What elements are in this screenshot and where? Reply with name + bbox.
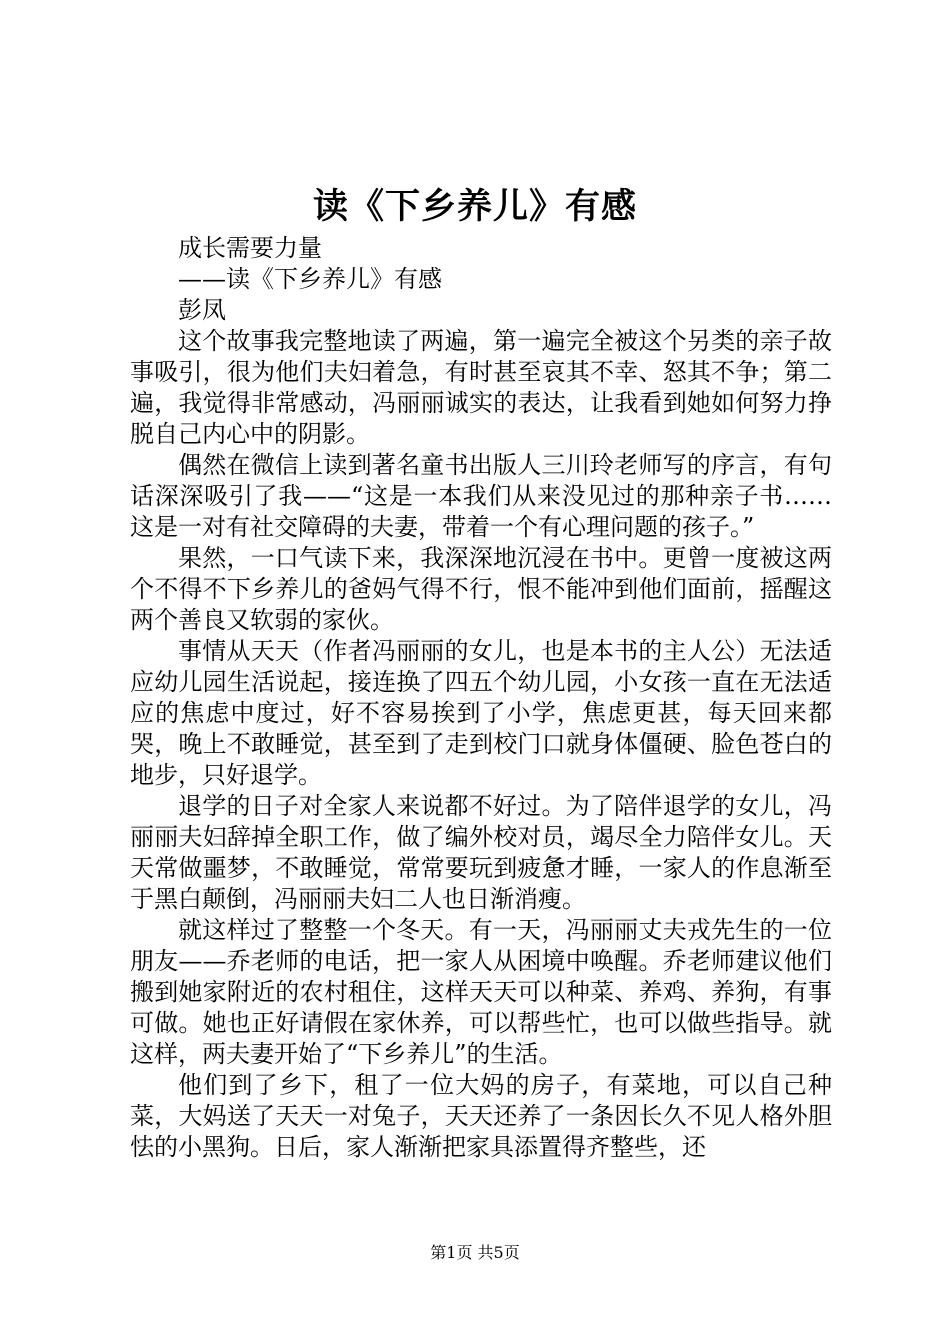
page-number-footer: 第1页 共5页 xyxy=(430,1243,520,1262)
paragraph: 他们到了乡下，租了一位大妈的房子，有菜地，可以自己种菜，大妈送了天天一对兔子，天天还养了一条因长久不见人格外胆怯的小黑狗。日后，家人渐渐把家具添置得齐整些，还 xyxy=(130,1071,832,1161)
paragraph: 事情从天天（作者冯丽丽的女儿，也是本书的主人公）无法适应幼儿园生活说起，接连换了四五个幼儿园，小女孩一直在无法适应的焦虑中度过，好不容易挨到了小学，焦虑更甚，每天回来都哭，晚上不敢睡觉，甚至到了走到校门口就身体僵硬、脸色苍白的地步，只好退学。 xyxy=(130,637,832,789)
subtitle: 成长需要力量 xyxy=(178,234,322,262)
document-title: 读《下乡养儿》有感 xyxy=(312,186,637,227)
paragraph: 偶然在微信上读到著名童书出版人三川玲老师写的序言，有句话深深吸引了我——“这是一本我们从来没见过的那种亲子书……这是一对有社交障碍的夫妻，带着一个有心理问题的孩子。” xyxy=(130,451,832,541)
paragraph: 就这样过了整整一个冬天。有一天，冯丽丽丈夫戎先生的一位朋友——乔老师的电话，把一家人从困境中唤醒。乔老师建议他们搬到她家附近的农村租住，这样天天可以种菜、养鸡、养狗，有事可做。她也正好请假在家休养，可以帮些忙，也可以做些指导。就这样，两夫妻开始了“下乡养儿”的生活。 xyxy=(130,916,832,1068)
paragraph: 果然，一口气读下来，我深深地沉浸在书中。更曾一度被这两个不得不下乡养儿的爸妈气得不行，恨不能冲到他们面前，摇醒这两个善良又软弱的家伙。 xyxy=(130,544,832,634)
author-name: 彭凤 xyxy=(178,296,226,324)
paragraph: 这个故事我完整地读了两遍，第一遍完全被这个另类的亲子故事吸引，很为他们夫妇着急，有时甚至哀其不幸、怒其不争；第二遍，我觉得非常感动，冯丽丽诚实的表达，让我看到她如何努力挣脱自己内心中的阴影。 xyxy=(130,327,832,448)
subtitle-secondary: ——读《下乡养儿》有感 xyxy=(178,265,442,293)
paragraph: 退学的日子对全家人来说都不好过。为了陪伴退学的女儿，冯丽丽夫妇辞掉全职工作，做了编外校对员，竭尽全力陪伴女儿。天天常做噩梦，不敢睡觉，常常要玩到疲惫才睡，一家人的作息渐至于黑白颠倒，冯丽丽夫妇二人也日渐消瘦。 xyxy=(130,792,832,913)
document-body xyxy=(130,233,832,1163)
